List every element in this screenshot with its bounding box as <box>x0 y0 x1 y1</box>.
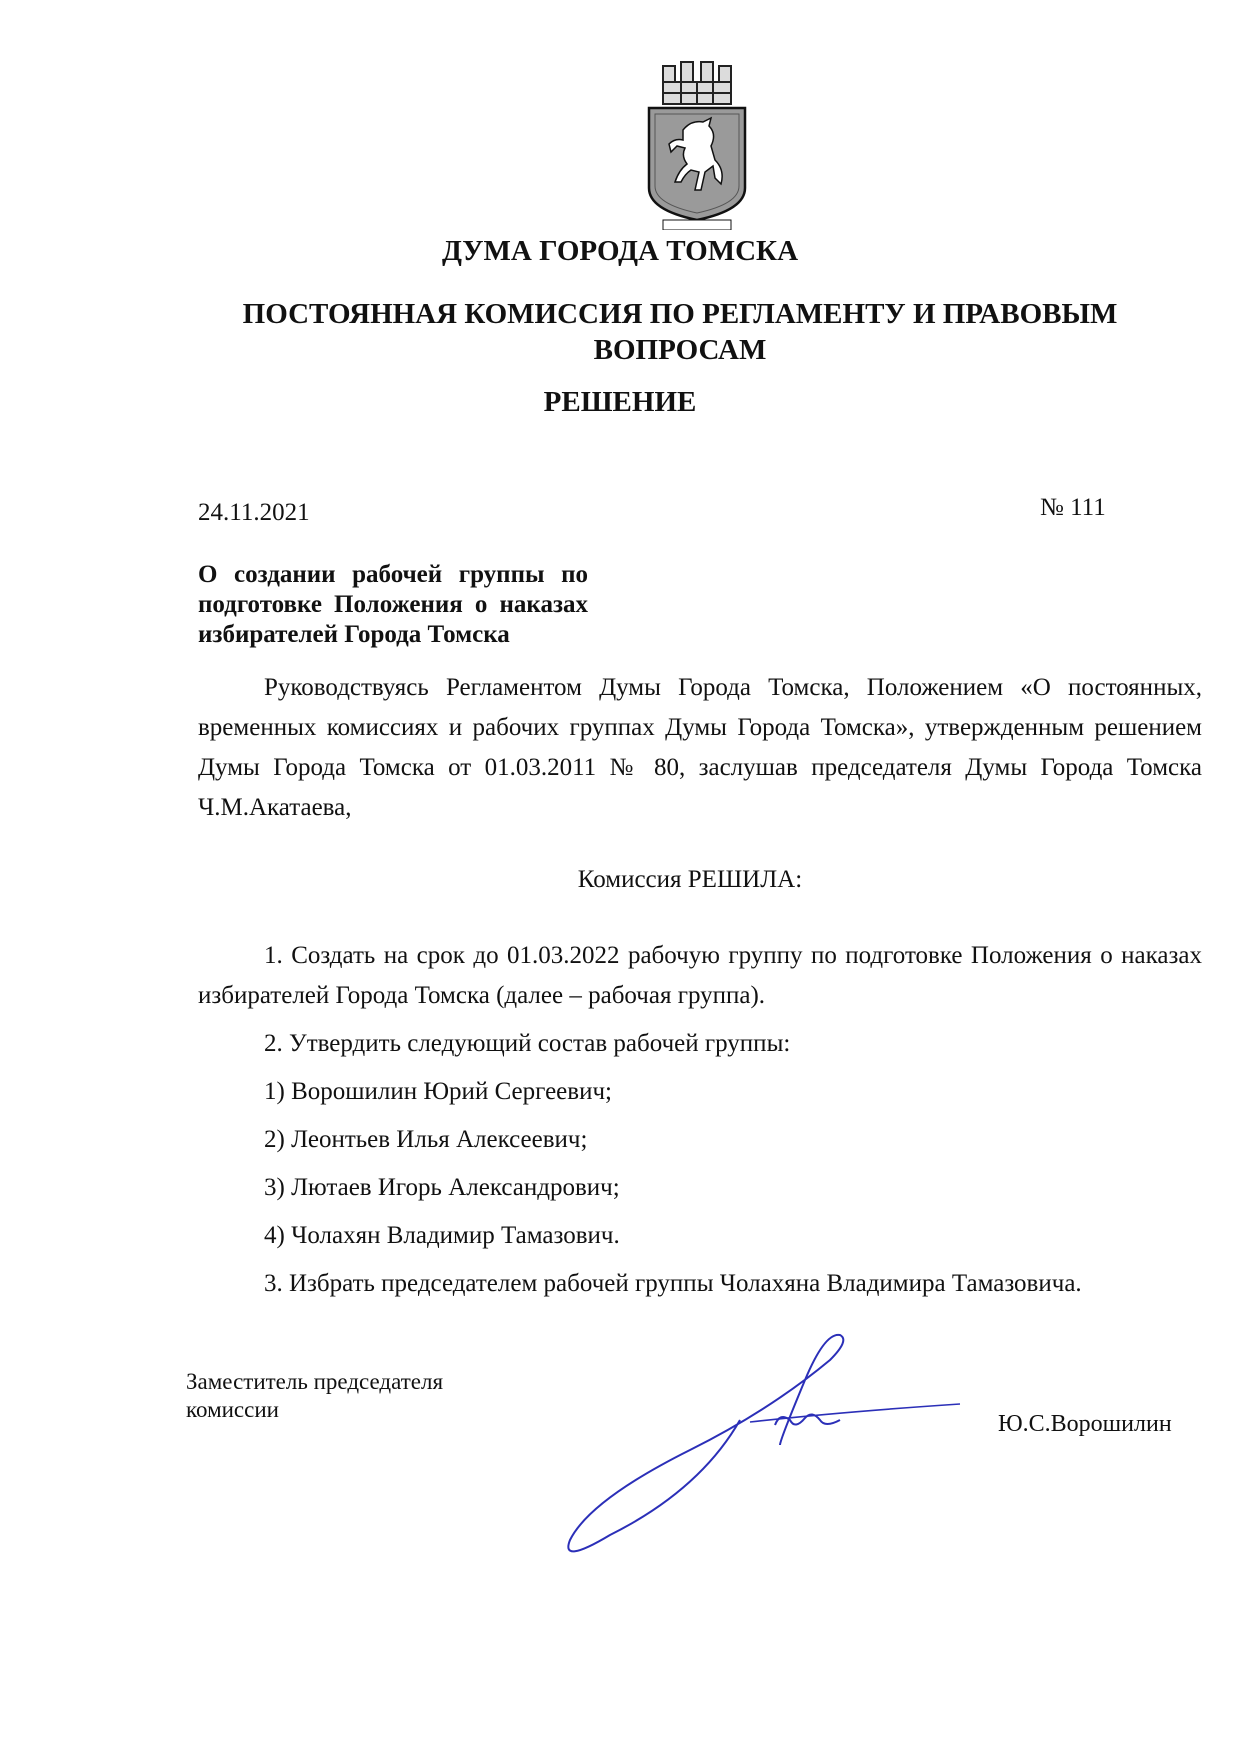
item-2: 2. Утвердить следующий состав рабочей группы: <box>264 1030 791 1057</box>
member-1: 1) Ворошилин Юрий Сергеевич; <box>264 1078 612 1105</box>
member-4: 4) Чолахян Владимир Тамазович. <box>264 1222 620 1249</box>
document-type: РЕШЕНИЕ <box>543 386 697 418</box>
city-emblem <box>641 60 753 230</box>
signer-position: Заместитель председателя комиссии <box>186 1369 444 1422</box>
document-date: 24.11.2021 <box>198 499 310 526</box>
item-3: 3. Избрать председателем рабочей группы Чолахяна Владимира Тамазовича. <box>264 1270 1082 1297</box>
commission-title: ПОСТОЯННАЯ КОМИССИЯ ПО РЕГЛАМЕНТУ И ПРАВОВЫМ ВОПРОСАМ <box>242 298 1118 366</box>
handwritten-signature <box>540 1320 980 1580</box>
emblem-crown <box>663 62 731 104</box>
resolution-heading: Комиссия РЕШИЛА: <box>577 866 803 893</box>
organization-title: ДУМА ГОРОДА ТОМСКА <box>441 235 799 267</box>
document-number: № 111 <box>1040 494 1106 521</box>
member-2: 2) Леонтьев Илья Алексеевич; <box>264 1126 588 1153</box>
member-3: 3) Лютаев Игорь Александрович; <box>264 1174 620 1201</box>
preamble-paragraph: Руководствуясь Регламентом Думы Города Томска, Положением «О постоянных, временных комиссиях и рабочих группах Думы Города Томска», утвержденным решением Думы Города Томска от 01.03.2011 № 80, заслушав председателя Думы Города Томска Ч.М.Акатаева, <box>198 674 1202 821</box>
item-1: 1. Создать на срок до 01.03.2022 рабочую группу по подготовке Положения о наказах избирателей Города Томска (далее – рабочая группа). <box>198 942 1202 1009</box>
document-subject: О создании рабочей группы по подготовке Положения о наказах избирателей Города Томска <box>198 561 588 648</box>
signer-name: Ю.С.Ворошилин <box>998 1411 1172 1437</box>
